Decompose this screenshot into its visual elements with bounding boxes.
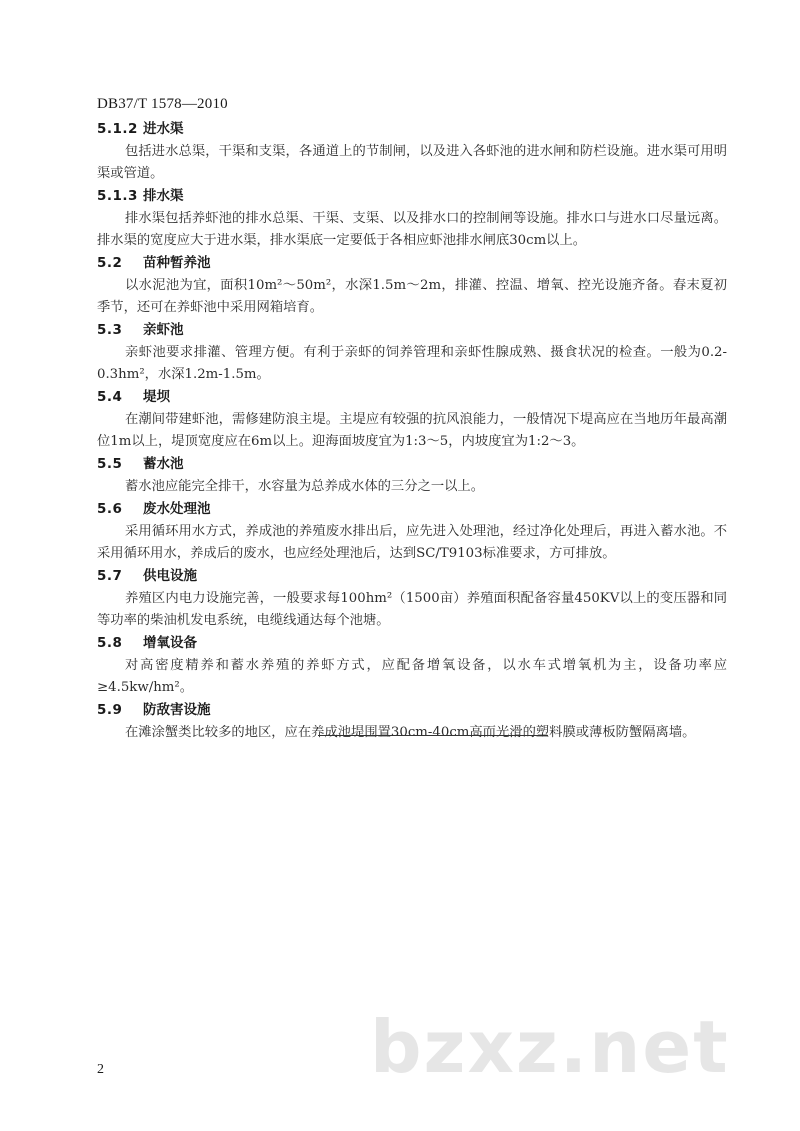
section-title: 亲虾池	[143, 322, 184, 338]
section-number: 5.2	[97, 255, 123, 271]
section-5-4	[97, 386, 727, 453]
section-number: 5.6	[97, 501, 123, 517]
section-heading	[97, 386, 727, 409]
section-heading	[97, 118, 727, 141]
section-heading	[97, 319, 727, 342]
end-divider-line	[318, 735, 548, 736]
section-paragraph: 蓄水池应能完全排干，水容量为总养成水体的三分之一以上。	[125, 479, 485, 494]
section-paragraph: 采用循环用水方式，养成池的养殖废水排出后，应先进入处理池，经过净化处理后，再进入蓄水池。不采用循环用水，养成后的废水，也应经处理池后，达到SC/T9103标准要求，方可排放。	[97, 524, 727, 561]
section-title: 蓄水池	[143, 456, 184, 472]
section-title: 废水处理池	[143, 501, 211, 517]
section-number: 5.9	[97, 702, 123, 718]
section-title: 供电设施	[143, 568, 197, 584]
section-title: 堤坝	[143, 389, 170, 405]
section-number: 5.1.2	[97, 121, 138, 137]
document-code-header: DB37/T 1578—2010	[97, 96, 228, 112]
page-number: 2	[97, 1062, 104, 1077]
section-number: 5.8	[97, 635, 123, 651]
section-paragraph: 在滩涂蟹类比较多的地区，应在养成池堤围置30cm-40cm高而光滑的塑料膜或薄板防蟹隔离墙。	[125, 725, 696, 740]
section-number: 5.1.3	[97, 188, 138, 204]
section-5-7	[97, 565, 727, 632]
section-number: 5.4	[97, 389, 123, 405]
section-5-1-3	[97, 185, 727, 252]
section-5-2	[97, 252, 727, 319]
section-heading	[97, 565, 727, 588]
section-title: 排水渠	[143, 188, 184, 204]
section-5-3	[97, 319, 727, 386]
section-heading	[97, 252, 727, 275]
section-number: 5.7	[97, 568, 123, 584]
section-paragraph: 对高密度精养和蓄水养殖的养虾方式，应配备增氧设备，以水车式增氧机为主，设备功率应≥4.5kw/hm²。	[97, 658, 727, 695]
section-paragraph: 亲虾池要求排灌、管理方便。有利于亲虾的饲养管理和亲虾性腺成熟、摄食状况的检查。一般为0.2-0.3hm²，水深1.2m-1.5m。	[97, 345, 727, 382]
section-paragraph: 以水泥池为宜，面积10m²～50m²，水深1.5m～2m，排灌、控温、增氧、控光设施齐备。春末夏初季节，还可在养虾池中采用网箱培育。	[97, 278, 727, 315]
section-title: 苗种暂养池	[143, 255, 211, 271]
section-paragraph: 包括进水总渠，干渠和支渠，各通道上的节制闸，以及进入各虾池的进水闸和防栏设施。进水渠可用明渠或管道。	[97, 144, 727, 181]
watermark-logo: bzxz.net	[370, 1005, 730, 1089]
section-heading	[97, 699, 727, 722]
section-5-6	[97, 498, 727, 565]
section-heading	[97, 632, 727, 655]
section-paragraph: 排水渠包括养虾池的排水总渠、干渠、支渠、以及排水口的控制闸等设施。排水口与进水口尽量远离。排水渠的宽度应大于进水渠，排水渠底一定要低于各相应虾池排水闸底30cm以上。	[97, 211, 727, 248]
section-number: 5.5	[97, 456, 123, 472]
section-title: 进水渠	[143, 121, 184, 137]
page-content	[97, 118, 727, 744]
section-title: 增氧设备	[143, 635, 197, 651]
section-5-9	[97, 699, 727, 744]
section-heading	[97, 453, 727, 476]
section-5-1-2	[97, 118, 727, 185]
section-number: 5.3	[97, 322, 123, 338]
section-5-8	[97, 632, 727, 699]
section-paragraph: 在潮间带建虾池，需修建防浪主堤。主堤应有较强的抗风浪能力，一般情况下堤高应在当地历年最高潮位1m以上，堤顶宽度应在6m以上。迎海面坡度宜为1:3～5，内坡度宜为1:2～3。	[97, 412, 727, 449]
section-heading	[97, 498, 727, 521]
section-heading	[97, 185, 727, 208]
section-title: 防敌害设施	[143, 702, 211, 718]
section-5-5	[97, 453, 727, 498]
section-paragraph: 养殖区内电力设施完善，一般要求每100hm²（1500亩）养殖面积配备容量450KV以上的变压器和同等功率的柴油机发电系统，电缆线通达每个池塘。	[97, 591, 727, 628]
